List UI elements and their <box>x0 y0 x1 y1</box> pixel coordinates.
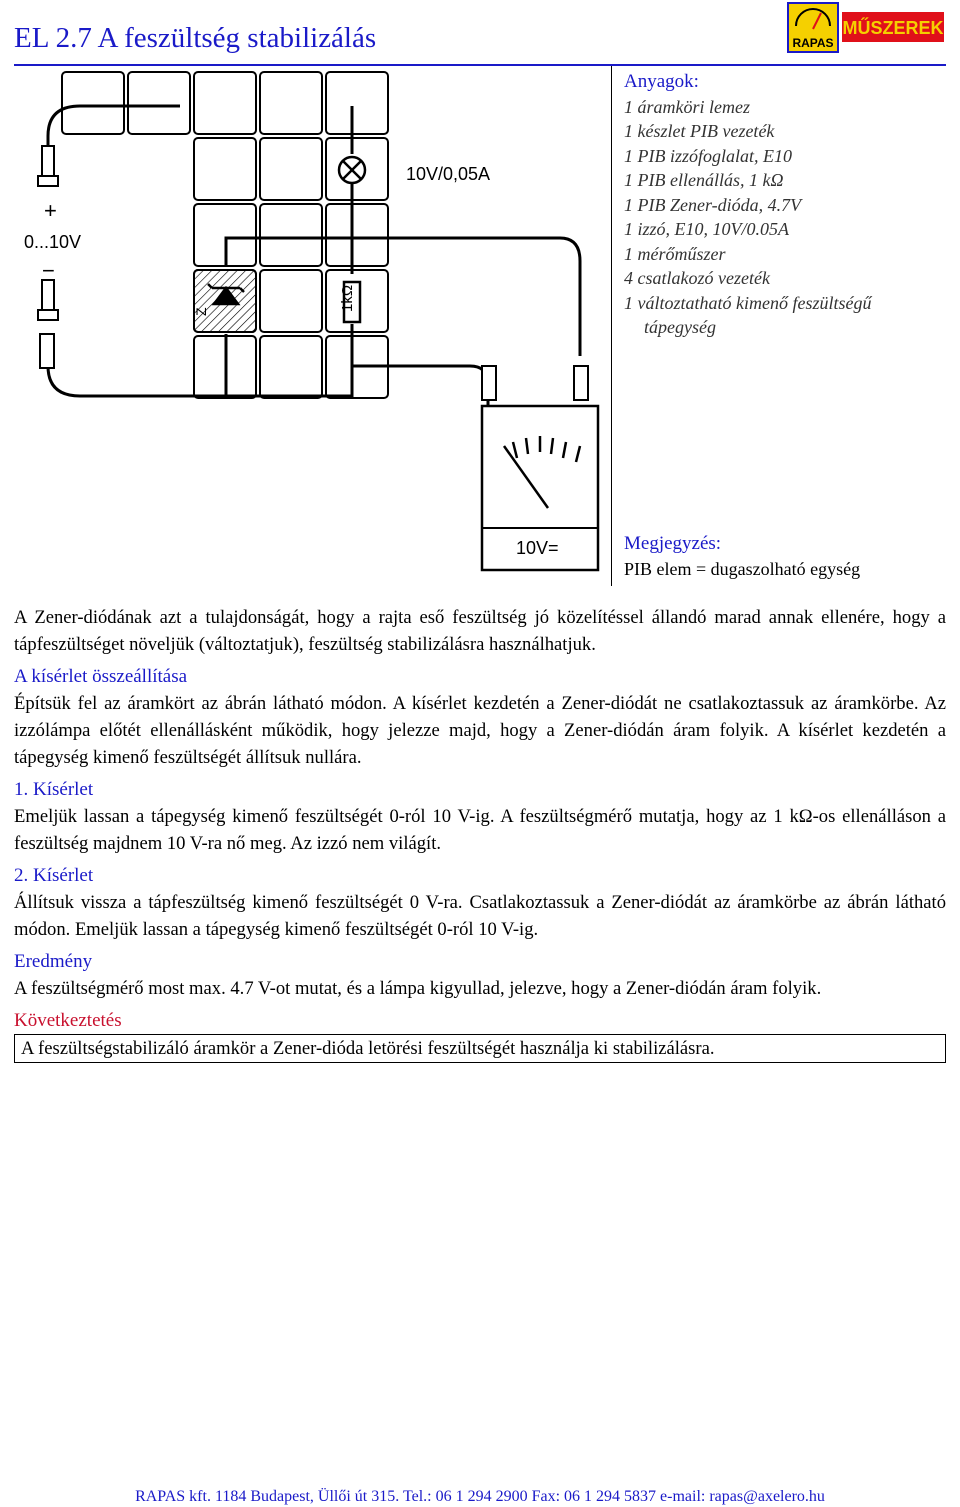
material-item: 1 PIB izzófoglalat, E10 <box>624 145 792 166</box>
materials-section <box>624 70 871 340</box>
note-section <box>624 532 860 581</box>
result-paragraph: A feszültségmérő most max. 4.7 V-ot mutat, és a lámpa kigyullad, jelezve, hogy a Zener-diódán áram folyik. <box>14 978 822 999</box>
resistor-label: 1kΩ <box>339 284 356 312</box>
intro-paragraph: A Zener-diódának azt a tulajdonságát, hogy a rajta eső feszültség jó közelítéssel állandó marad annak ellenére, hogy a tápfeszültséget növeljük (változtatjuk), feszültség stabilizálásra használhatjuk. <box>14 607 946 655</box>
material-item: 1 izzó, E10, 10V/0.05A <box>624 219 789 239</box>
material-item: tápegység <box>644 317 716 337</box>
note-heading: Megjegyzés: <box>624 533 722 554</box>
logo-left-text: RAPAS <box>792 36 834 50</box>
circuit-diagram <box>0 66 612 586</box>
setup-paragraph: Építsük fel az áramkört az ábrán látható módon. A kísérlet kezdetén a Zener-diódát ne csatlakoztassuk az áramkörbe. Az izzólámpa előtét ellenállásként működik, hogy jelezze majd, hogy a Zener-diódán áram folyik. A kísérlet kezdetén a tápegység kimenő feszültségét állítsuk nullára. <box>14 693 946 768</box>
conclusion-heading: Következtetés <box>14 1010 122 1031</box>
footer-contact: RAPAS kft. 1184 Budapest, Üllői út 315. Tel.: 06 1 294 2900 Fax: 06 1 294 5837 e-mail: rapas@axelero.hu <box>135 1488 825 1505</box>
result-heading: Eredmény <box>14 951 93 972</box>
minus-sign: − <box>42 258 55 283</box>
experiment-2-paragraph: Állítsuk vissza a tápfeszültség kimenő feszültségét 0 V-ra. Csatlakoztassuk a Zener-diódát az áramkörbe az ábrán látható módon. Emeljük lassan a tápegység kimenő feszültségét 0-ról 10 V-ig. <box>14 892 946 940</box>
logo-right-text: MŰSZEREK <box>842 18 944 38</box>
material-item: 1 mérőműszer <box>624 243 726 264</box>
material-item: 1 PIB Zener-dióda, 4.7V <box>624 194 802 215</box>
meter-label: 10V= <box>516 538 559 558</box>
note-text: PIB elem = dugaszolható egység <box>624 558 861 579</box>
plus-sign: + <box>44 198 57 223</box>
material-item: 4 csatlakozó vezeték <box>624 268 770 288</box>
materials-heading: Anyagok: <box>624 71 699 92</box>
experiment-1-paragraph: Emeljük lassan a tápegység kimenő feszültségét 0-ról 10 V-ig. A feszültségmérő mutatja, hogy az 1 kΩ-os ellenálláson a feszültség majdnem 10 V-ra nő meg. Az izzó nem világít. <box>14 806 946 854</box>
conclusion-paragraph: A feszültségstabilizáló áramkör a Zener-dióda letörési feszültségét használja ki stabilizálásra. <box>14 1034 946 1063</box>
rapas-logo <box>786 2 946 54</box>
zener-mark: Z <box>193 307 209 316</box>
material-item: 1 változtatható kimenő feszültségű <box>624 292 872 313</box>
lamp-label: 10V/0,05A <box>406 164 491 184</box>
setup-heading: A kísérlet összeállítása <box>14 666 188 687</box>
experiment-1-heading: 1. Kísérlet <box>14 779 94 800</box>
material-item: 1 áramköri lemez <box>624 96 750 117</box>
column-divider <box>611 66 612 586</box>
experiment-2-heading: 2. Kísérlet <box>14 865 94 886</box>
main-text <box>14 604 946 1063</box>
material-item: 1 PIB ellenállás, 1 kΩ <box>624 170 784 190</box>
source-label: 0...10V <box>24 232 82 252</box>
material-item: 1 készlet PIB vezeték <box>624 121 775 141</box>
page-title: EL 2.7 A feszültség stabilizálás <box>14 22 377 54</box>
